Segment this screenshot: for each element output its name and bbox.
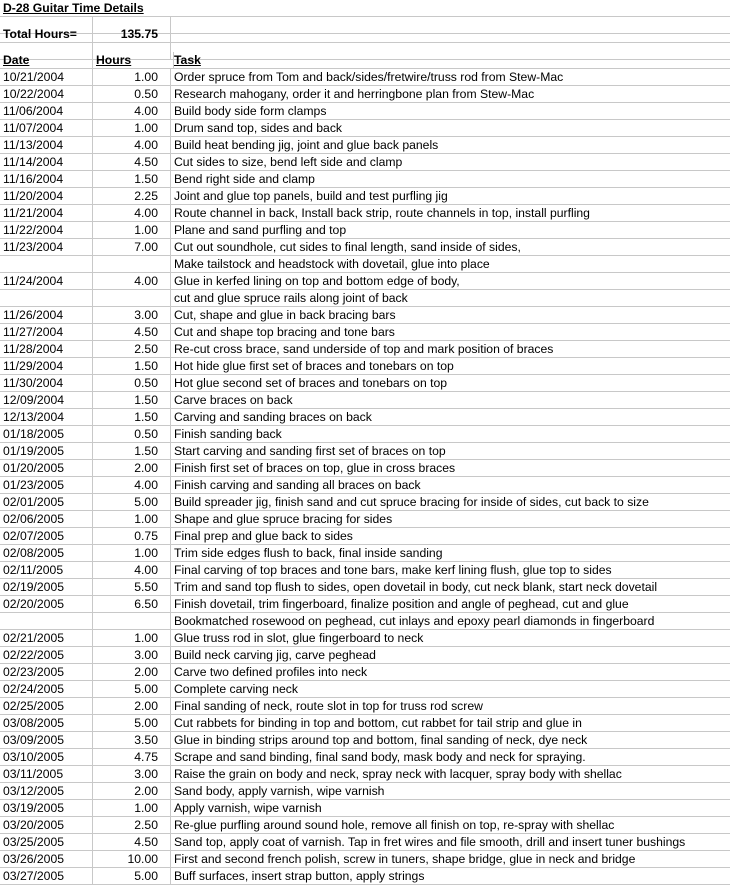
task-cell[interactable]: Cut sides to size, bend left side and clamp	[171, 154, 730, 171]
table-row	[0, 596, 730, 613]
hours-text: 4.00	[134, 563, 158, 577]
date-cell[interactable]: 12/13/2004	[0, 409, 93, 426]
table-row	[0, 341, 730, 358]
hours-text: 0.75	[134, 529, 158, 543]
total-hours-label[interactable]: Total Hours=	[0, 26, 93, 43]
hours-cell[interactable]	[93, 647, 171, 664]
hours-text: 4.50	[134, 835, 158, 849]
hours-text: 5.00	[134, 682, 158, 696]
task-cell[interactable]: Hot hide glue first set of braces and tonebars on top	[171, 358, 730, 375]
hours-cell[interactable]	[93, 290, 171, 307]
task-cell[interactable]: Final carving of top braces and tone bars, make kerf lining flush, glue top to sides	[171, 562, 730, 579]
date-cell[interactable]: 11/16/2004	[0, 171, 93, 188]
table-row	[0, 732, 730, 749]
hours-cell[interactable]	[93, 222, 171, 239]
header-task[interactable]: Task	[171, 52, 730, 69]
hours-text: 3.00	[134, 767, 158, 781]
table-row	[0, 120, 730, 137]
task-cell[interactable]: Drum sand top, sides and back	[171, 120, 730, 137]
date-cell[interactable]	[0, 613, 93, 630]
hours-cell[interactable]	[93, 715, 171, 732]
hours-text: 5.50	[134, 580, 158, 594]
table-row	[0, 290, 730, 307]
header-date[interactable]: Date	[0, 52, 93, 69]
hours-text: 1.50	[134, 359, 158, 373]
table-row	[0, 630, 730, 647]
date-cell[interactable]: 12/09/2004	[0, 392, 93, 409]
date-cell[interactable]: 01/18/2005	[0, 426, 93, 443]
hours-text: 0.50	[134, 87, 158, 101]
hours-cell[interactable]	[93, 630, 171, 647]
table-row	[0, 715, 730, 732]
hours-cell[interactable]	[93, 579, 171, 596]
hours-cell[interactable]	[93, 426, 171, 443]
task-cell[interactable]: Glue in binding strips around top and bottom, final sanding of neck, dye neck	[171, 732, 730, 749]
hours-text: 4.50	[134, 155, 158, 169]
table-row	[0, 460, 730, 477]
table-row	[0, 358, 730, 375]
hours-cell[interactable]	[93, 562, 171, 579]
hours-cell[interactable]	[93, 494, 171, 511]
hours-text: 0.50	[134, 427, 158, 441]
hours-cell[interactable]	[93, 239, 171, 256]
date-cell[interactable]: 11/14/2004	[0, 154, 93, 171]
task-cell[interactable]: Trim and sand top flush to sides, open dovetail in body, cut neck blank, start neck dovetail	[171, 579, 730, 596]
date-cell[interactable]	[0, 256, 93, 273]
hours-text: 4.50	[134, 325, 158, 339]
hours-cell[interactable]	[93, 205, 171, 222]
hours-cell[interactable]	[93, 375, 171, 392]
task-cell[interactable]: cut and glue spruce rails along joint of back	[171, 290, 730, 307]
hours-cell[interactable]	[93, 307, 171, 324]
hours-text: 1.00	[134, 70, 158, 84]
date-cell[interactable]: 02/20/2005	[0, 596, 93, 613]
task-cell[interactable]: Apply varnish, wipe varnish	[171, 800, 730, 817]
date-cell[interactable]: 03/12/2005	[0, 783, 93, 800]
task-cell[interactable]: Shape and glue spruce bracing for sides	[171, 511, 730, 528]
table-row	[0, 426, 730, 443]
date-cell[interactable]: 03/10/2005	[0, 749, 93, 766]
hours-cell[interactable]	[93, 596, 171, 613]
task-cell[interactable]: Cut out soundhole, cut sides to final length, sand inside of sides,	[171, 239, 730, 256]
task-cell[interactable]: Final sanding of neck, route slot in top for truss rod screw	[171, 698, 730, 715]
header-hours[interactable]: Hours	[93, 52, 174, 69]
table-row	[0, 273, 730, 290]
hours-cell[interactable]	[93, 188, 171, 205]
task-cell[interactable]: Glue truss rod in slot, glue fingerboard to neck	[171, 630, 730, 647]
empty-cell[interactable]	[171, 0, 730, 17]
date-cell[interactable]: 11/26/2004	[0, 307, 93, 324]
hours-cell[interactable]	[93, 120, 171, 137]
hours-text: 2.00	[134, 699, 158, 713]
date-cell[interactable]: 01/20/2005	[0, 460, 93, 477]
hours-cell[interactable]	[93, 851, 171, 868]
hours-text: 2.00	[134, 461, 158, 475]
task-cell[interactable]: First and second french polish, screw in tuners, shape bridge, glue in neck and bridge	[171, 851, 730, 868]
task-cell[interactable]: Re-glue purfling around sound hole, remove all finish on top, re-spray with shellac	[171, 817, 730, 834]
task-cell[interactable]: Cut rabbets for binding in top and bottom, cut rabbet for tail strip and glue in	[171, 715, 730, 732]
hours-cell[interactable]	[93, 69, 171, 86]
hours-cell[interactable]	[93, 443, 171, 460]
table-row	[0, 205, 730, 222]
table-row	[0, 137, 730, 154]
hours-cell[interactable]	[93, 358, 171, 375]
hours-text: 4.00	[134, 104, 158, 118]
date-cell[interactable]: 11/29/2004	[0, 358, 93, 375]
header-row	[0, 52, 730, 69]
task-cell[interactable]: Joint and glue top panels, build and test purfling jig	[171, 188, 730, 205]
date-cell[interactable]: 02/24/2005	[0, 681, 93, 698]
table-row	[0, 477, 730, 494]
date-cell[interactable]: 03/25/2005	[0, 834, 93, 851]
table-row	[0, 511, 730, 528]
task-cell[interactable]: Research mahogany, order it and herringbone plan from Stew-Mac	[171, 86, 730, 103]
task-cell[interactable]: Carve braces on back	[171, 392, 730, 409]
date-cell[interactable]: 02/21/2005	[0, 630, 93, 647]
table-row	[0, 171, 730, 188]
hours-cell[interactable]	[93, 409, 171, 426]
task-cell[interactable]: Build spreader jig, finish sand and cut spruce bracing for inside of sides, cut back to size	[171, 494, 730, 511]
hours-text: 4.75	[134, 750, 158, 764]
table-row	[0, 766, 730, 783]
date-cell[interactable]: 03/11/2005	[0, 766, 93, 783]
hours-text: 4.00	[134, 206, 158, 220]
task-cell[interactable]: Finish first set of braces on top, glue in cross braces	[171, 460, 730, 477]
table-row	[0, 324, 730, 341]
hours-cell[interactable]	[93, 817, 171, 834]
date-cell[interactable]: 02/07/2005	[0, 528, 93, 545]
hours-cell[interactable]	[93, 460, 171, 477]
table-row	[0, 443, 730, 460]
hours-text: 4.00	[134, 274, 158, 288]
hours-cell[interactable]	[93, 664, 171, 681]
hours-text: 1.00	[134, 631, 158, 645]
hours-cell[interactable]	[93, 834, 171, 851]
hours-text: 4.00	[134, 478, 158, 492]
table-row	[0, 783, 730, 800]
hours-text: 3.00	[134, 308, 158, 322]
date-cell[interactable]: 02/19/2005	[0, 579, 93, 596]
date-cell[interactable]: 02/06/2005	[0, 511, 93, 528]
task-cell[interactable]: Sand body, apply varnish, wipe varnish	[171, 783, 730, 800]
hours-text: 7.00	[134, 240, 158, 254]
table-row	[0, 800, 730, 817]
table-row	[0, 103, 730, 120]
hours-cell[interactable]	[93, 681, 171, 698]
hours-text: 2.50	[134, 342, 158, 356]
task-cell[interactable]: Final prep and glue back to sides	[171, 528, 730, 545]
hours-text: 2.25	[134, 189, 158, 203]
table-row	[0, 868, 730, 885]
table-row	[0, 188, 730, 205]
hours-cell[interactable]	[93, 341, 171, 358]
table-row	[0, 375, 730, 392]
date-cell[interactable]: 11/30/2004	[0, 375, 93, 392]
date-cell[interactable]: 02/22/2005	[0, 647, 93, 664]
date-cell[interactable]: 11/06/2004	[0, 103, 93, 120]
date-cell[interactable]: 03/19/2005	[0, 800, 93, 817]
date-cell[interactable]: 02/25/2005	[0, 698, 93, 715]
table-row	[0, 698, 730, 715]
task-cell[interactable]: Start carving and sanding first set of braces on top	[171, 443, 730, 460]
task-cell[interactable]: Finish sanding back	[171, 426, 730, 443]
hours-cell[interactable]	[93, 749, 171, 766]
table-row	[0, 154, 730, 171]
table-row	[0, 834, 730, 851]
hours-text: 1.00	[134, 512, 158, 526]
date-cell[interactable]: 11/21/2004	[0, 205, 93, 222]
task-cell[interactable]: Sand top, apply coat of varnish. Tap in fret wires and file smooth, drill and insert tuner bushings	[171, 834, 730, 851]
total-hours-value[interactable]	[93, 26, 171, 43]
table-row	[0, 579, 730, 596]
hours-cell[interactable]	[93, 766, 171, 783]
task-cell[interactable]: Buff surfaces, insert strap button, apply strings	[171, 868, 730, 885]
hours-cell[interactable]	[93, 477, 171, 494]
date-cell[interactable]: 02/08/2005	[0, 545, 93, 562]
date-cell[interactable]: 01/23/2005	[0, 477, 93, 494]
task-cell[interactable]: Make tailstock and headstock with dovetail, glue into place	[171, 256, 730, 273]
hours-cell[interactable]	[93, 86, 171, 103]
hours-text: 0.50	[134, 376, 158, 390]
hours-text: 1.00	[134, 801, 158, 815]
hours-text: 4.00	[134, 138, 158, 152]
date-cell[interactable]: 02/01/2005	[0, 494, 93, 511]
task-cell[interactable]: Complete carving neck	[171, 681, 730, 698]
hours-cell[interactable]	[93, 392, 171, 409]
hours-text: 5.00	[134, 495, 158, 509]
hours-cell[interactable]	[93, 171, 171, 188]
table-row	[0, 817, 730, 834]
date-cell[interactable]: 02/23/2005	[0, 664, 93, 681]
hours-text: 2.00	[134, 784, 158, 798]
total-row	[0, 26, 730, 43]
task-cell[interactable]: Re-cut cross brace, sand underside of top and mark position of braces	[171, 341, 730, 358]
table-row	[0, 749, 730, 766]
task-cell[interactable]: Carve two defined profiles into neck	[171, 664, 730, 681]
date-cell[interactable]: 11/20/2004	[0, 188, 93, 205]
hours-cell[interactable]	[93, 528, 171, 545]
table-row	[0, 613, 730, 630]
hours-text: 1.50	[134, 393, 158, 407]
task-cell[interactable]: Finish dovetail, trim fingerboard, finalize position and angle of peghead, cut and glue	[171, 596, 730, 613]
table-row	[0, 545, 730, 562]
title-row	[0, 0, 730, 17]
table-row	[0, 409, 730, 426]
date-cell[interactable]: 03/26/2005	[0, 851, 93, 868]
task-cell[interactable]: Bend right side and clamp	[171, 171, 730, 188]
table-row	[0, 307, 730, 324]
hours-text: 5.00	[134, 869, 158, 883]
hours-text: 6.50	[134, 597, 158, 611]
table-row	[0, 681, 730, 698]
task-cell[interactable]: Finish carving and sanding all braces on back	[171, 477, 730, 494]
date-cell[interactable]: 10/22/2004	[0, 86, 93, 103]
task-cell[interactable]: Glue in kerfed lining on top and bottom edge of body,	[171, 273, 730, 290]
task-cell[interactable]: Bookmatched rosewood on peghead, cut inlays and epoxy pearl diamonds in fingerboard	[171, 613, 730, 630]
date-cell[interactable]: 11/22/2004	[0, 222, 93, 239]
hours-cell[interactable]	[93, 732, 171, 749]
date-cell[interactable]: 11/13/2004	[0, 137, 93, 154]
table-row	[0, 647, 730, 664]
date-cell[interactable]: 03/08/2005	[0, 715, 93, 732]
date-cell[interactable]: 02/11/2005	[0, 562, 93, 579]
date-cell[interactable]: 01/19/2005	[0, 443, 93, 460]
empty-cell[interactable]	[171, 26, 730, 43]
hours-text: 1.00	[134, 121, 158, 135]
total-hours-text: 135.75	[120, 27, 158, 41]
hours-text: 10.00	[127, 852, 158, 866]
date-cell[interactable]: 11/23/2004	[0, 239, 93, 256]
hours-cell[interactable]	[93, 324, 171, 341]
task-cell[interactable]: Cut and shape top bracing and tone bars	[171, 324, 730, 341]
hours-text: 2.50	[134, 818, 158, 832]
table-row	[0, 239, 730, 256]
task-cell[interactable]: Raise the grain on body and neck, spray neck with lacquer, spray body with shellac	[171, 766, 730, 783]
hours-cell[interactable]	[93, 783, 171, 800]
task-cell[interactable]: Hot glue second set of braces and tonebars on top	[171, 375, 730, 392]
hours-cell[interactable]	[93, 698, 171, 715]
task-cell[interactable]: Cut, shape and glue in back bracing bars	[171, 307, 730, 324]
task-cell[interactable]: Scrape and sand binding, final sand body, mask body and neck for spraying.	[171, 749, 730, 766]
date-cell[interactable]: 11/27/2004	[0, 324, 93, 341]
table-row	[0, 392, 730, 409]
table-row	[0, 562, 730, 579]
task-cell[interactable]: Order spruce from Tom and back/sides/fretwire/truss rod from Stew-Mac	[171, 69, 730, 86]
date-cell[interactable]: 03/20/2005	[0, 817, 93, 834]
task-cell[interactable]: Build neck carving jig, carve peghead	[171, 647, 730, 664]
hours-text: 3.50	[134, 733, 158, 747]
hours-text: 1.00	[134, 223, 158, 237]
table-row	[0, 69, 730, 86]
date-cell[interactable]: 03/09/2005	[0, 732, 93, 749]
hours-cell[interactable]	[93, 103, 171, 120]
sheet-title[interactable]: D-28 Guitar Time Details	[0, 0, 173, 17]
task-cell[interactable]: Route channel in back, Install back strip, route channels in top, install purfling	[171, 205, 730, 222]
date-cell[interactable]: 11/07/2004	[0, 120, 93, 137]
hours-text: 1.50	[134, 410, 158, 424]
task-cell[interactable]: Build body side form clamps	[171, 103, 730, 120]
date-cell[interactable]: 11/28/2004	[0, 341, 93, 358]
hours-cell[interactable]	[93, 800, 171, 817]
hours-cell[interactable]	[93, 256, 171, 273]
hours-cell[interactable]	[93, 868, 171, 885]
task-cell[interactable]: Carving and sanding braces on back	[171, 409, 730, 426]
hours-text: 1.50	[134, 172, 158, 186]
date-cell[interactable]	[0, 290, 93, 307]
table-row	[0, 664, 730, 681]
task-cell[interactable]: Trim side edges flush to back, final inside sanding	[171, 545, 730, 562]
hours-text: 3.00	[134, 648, 158, 662]
hours-cell[interactable]	[93, 137, 171, 154]
table-row	[0, 222, 730, 239]
table-row	[0, 494, 730, 511]
hours-cell[interactable]	[93, 273, 171, 290]
task-cell[interactable]: Build heat bending jig, joint and glue back panels	[171, 137, 730, 154]
task-cell[interactable]: Plane and sand purfling and top	[171, 222, 730, 239]
hours-cell[interactable]	[93, 545, 171, 562]
hours-text: 1.00	[134, 546, 158, 560]
hours-text: 2.00	[134, 665, 158, 679]
hours-cell[interactable]	[93, 613, 171, 630]
hours-cell[interactable]	[93, 154, 171, 171]
date-cell[interactable]: 10/21/2004	[0, 69, 93, 86]
hours-text: 1.50	[134, 444, 158, 458]
hours-text: 5.00	[134, 716, 158, 730]
date-cell[interactable]: 03/27/2005	[0, 868, 93, 885]
date-cell[interactable]: 11/24/2004	[0, 273, 93, 290]
hours-cell[interactable]	[93, 511, 171, 528]
table-row	[0, 851, 730, 868]
table-row	[0, 86, 730, 103]
table-row	[0, 256, 730, 273]
table-row	[0, 528, 730, 545]
